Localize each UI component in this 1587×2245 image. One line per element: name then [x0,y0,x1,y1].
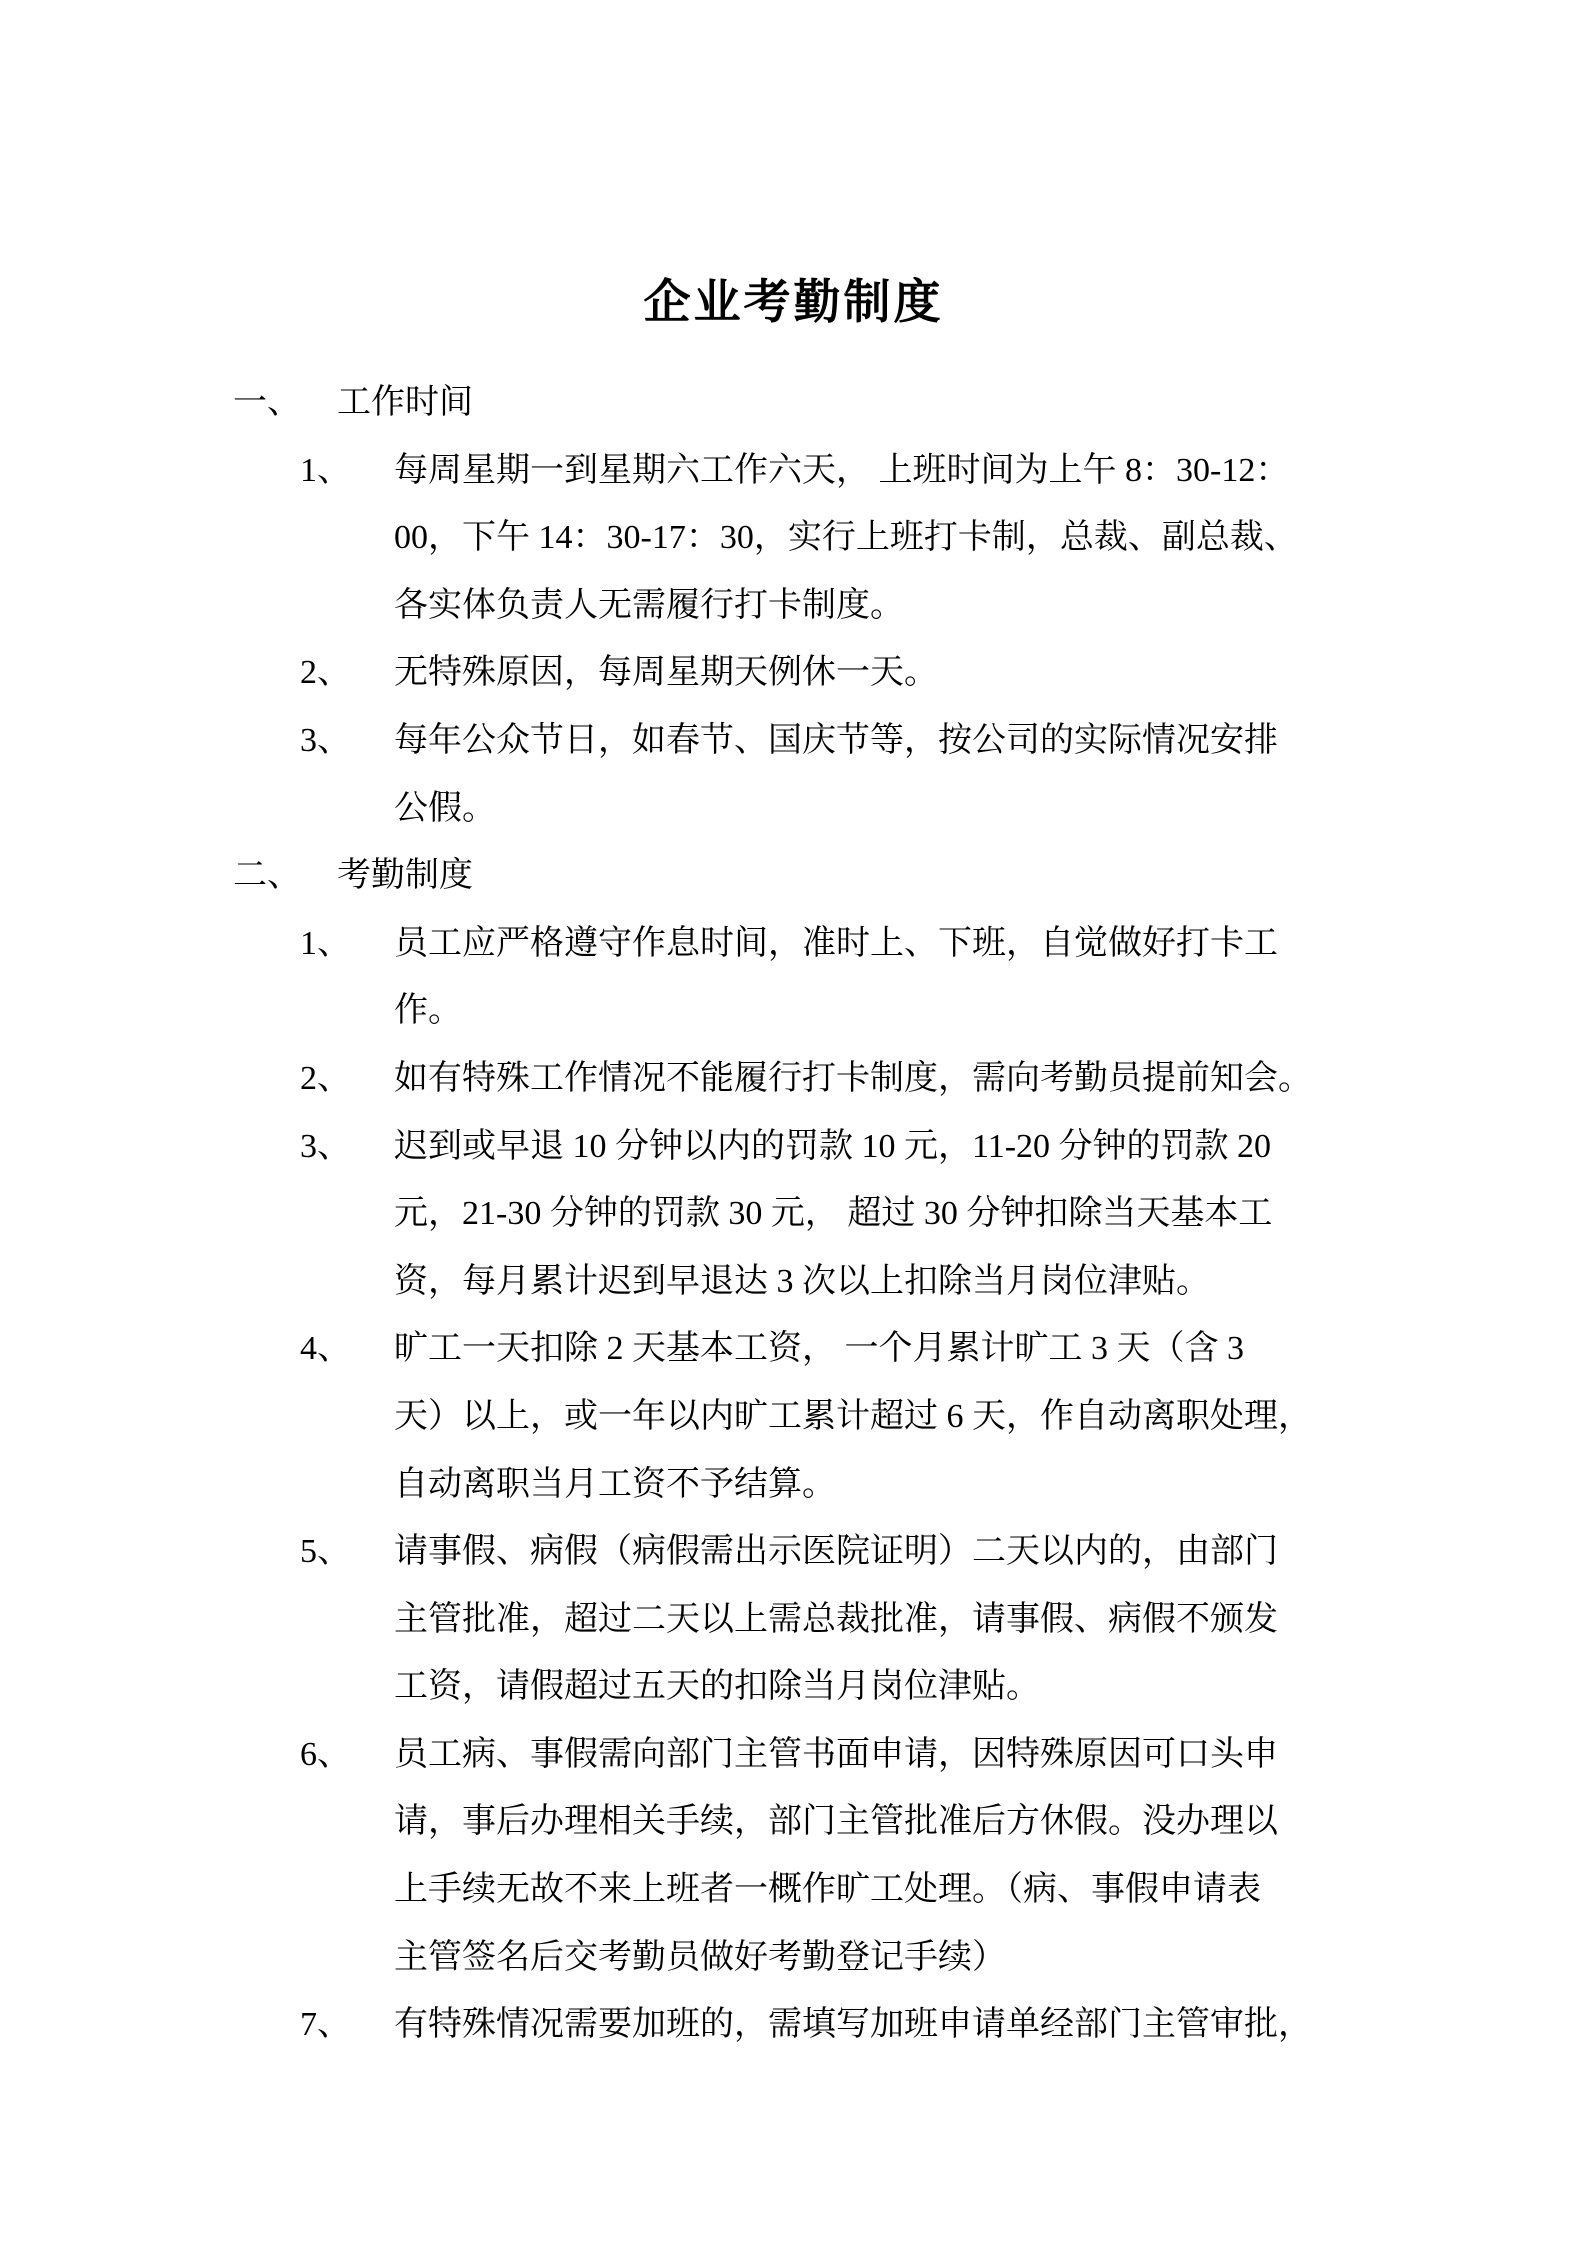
item-line: 主管批准，超过二天以上需总裁批准，请事假、病假不颁发 [394,1600,1278,1638]
list-item [233,437,1413,640]
item-line: 元，21-30 分钟的罚款 30 元， 超过 30 分钟扣除当天基本工 [394,1195,1273,1233]
item-number: 3、 [300,1127,351,1165]
section-label: 一、 [233,384,301,421]
item-text [394,1113,1272,1316]
item-line: 资，每月累计迟到早退达 3 次以上扣除当月岗位津贴。 [394,1262,1210,1300]
item-text [394,437,1298,640]
item-number: 5、 [300,1533,351,1571]
item-line: 公假。 [394,789,496,827]
list-item [233,707,1413,842]
item-number: 2、 [300,654,351,692]
item-line: 旷工一天扣除 2 天基本工资， 一个月累计旷工 3 天（含 3 [394,1330,1244,1368]
document-body [233,369,1413,2059]
item-line: 请事假、病假（病假需出示医院证明）二天以内的，由部门 [394,1533,1278,1571]
list-item [233,1518,1413,1721]
item-line: 如有特殊工作情况不能履行打卡制度，需向考勤员提前知会。 [394,1059,1312,1097]
item-line: 主管签名后交考勤员做好考勤登记手续） [394,1938,1006,1976]
section-heading: 考勤制度 [337,857,473,895]
item-number: 3、 [300,721,351,759]
item-line: 无特殊原因，每周星期天例休一天。 [394,654,938,692]
item-line: 00，下午 14：30-17：30，实行上班打卡制，总裁、副总裁、 [394,519,1298,557]
item-line: 迟到或早退 10 分钟以内的罚款 10 元，11-20 分钟的罚款 20 [394,1127,1272,1165]
item-line: 有特殊情况需要加班的，需填写加班申请单经部门主管审批， [394,2006,1312,2044]
item-number: 1、 [300,451,351,489]
list-item [233,1315,1413,1518]
document-title: 企业考勤制度 [643,275,944,328]
item-number: 1、 [300,924,351,962]
section-heading-row [233,369,1413,437]
section-heading-row [233,842,1413,910]
item-text [394,639,938,707]
list-item [233,1113,1413,1316]
item-line: 自动离职当月工资不予结算。 [394,1465,836,1503]
list-item [233,910,1413,1045]
list-item [233,1991,1413,2059]
item-number: 7、 [300,2006,351,2044]
item-line: 上手续无故不来上班者一概作旷工处理。（病、事假申请表 [394,1871,1261,1909]
item-line: 工资，请假超过五天的扣除当月岗位津贴。 [394,1668,1040,1706]
item-text [394,1721,1278,1991]
item-line: 每年公众节日，如春节、国庆节等，按公司的实际情况安排 [394,721,1278,759]
list-item [233,1721,1413,1991]
item-line: 员工病、事假需向部门主管书面申请，因特殊原因可口头申 [394,1735,1278,1773]
item-line: 作。 [394,992,462,1030]
item-text [394,707,1278,842]
item-line: 天）以上，或一年以内旷工累计超过 6 天，作自动离职处理， [394,1397,1312,1435]
item-text [394,1518,1278,1721]
item-text [394,1991,1312,2059]
item-text [394,910,1278,1045]
item-line: 各实体负责人无需履行打卡制度。 [394,586,904,624]
item-line: 请，事后办理相关手续，部门主管批准后方休假。没办理以 [394,1803,1278,1841]
item-number: 6、 [300,1735,351,1773]
item-number: 4、 [300,1330,351,1368]
item-line: 员工应严格遵守作息时间，准时上、下班，自觉做好打卡工 [394,924,1278,962]
section-heading: 工作时间 [337,384,473,421]
item-text [394,1045,1312,1113]
item-text [394,1315,1312,1518]
item-line: 每周星期一到星期六工作六天， 上班时间为上午 8：30-12： [394,451,1290,489]
list-item [233,639,1413,707]
item-number: 2、 [300,1059,351,1097]
section-label: 二、 [233,857,301,895]
list-item [233,1045,1413,1113]
